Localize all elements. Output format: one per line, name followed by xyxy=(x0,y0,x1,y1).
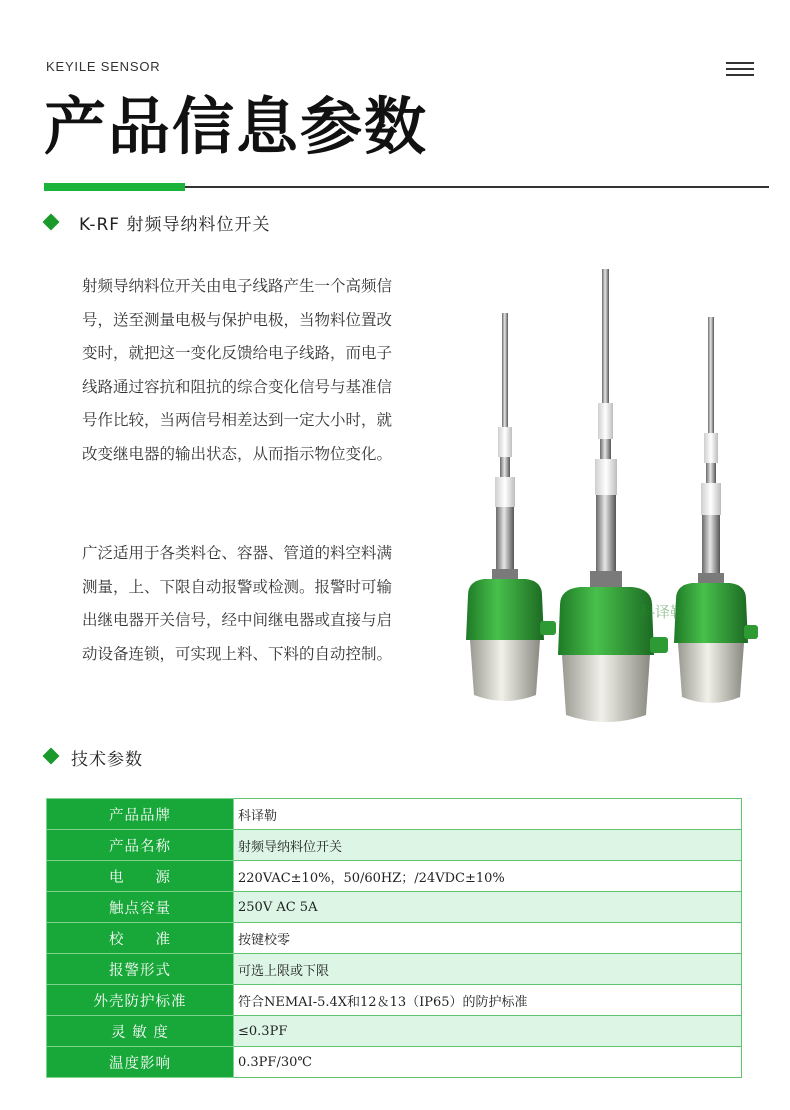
product-description: 射频导纳料位开关由电子线路产生一个高频信号，送至测量电极与保护电极，当物料位置改变时，就把这一变化反馈给电子线路，而电子线路通过容抗和阻抗的综合变化信号与基准信号作比较，当两信号相差达到一定大小时，就改变继电器的输出状态，从而指示物位变化。 xyxy=(82,277,393,463)
spec-value: 0.3PF/30℃ xyxy=(234,1047,742,1078)
sensor-right xyxy=(674,317,758,703)
spec-value: 按键校零 xyxy=(234,923,742,954)
table-row xyxy=(47,923,742,954)
table-row xyxy=(47,1016,742,1047)
table-row xyxy=(47,954,742,985)
spec-key: 产品品牌 xyxy=(47,799,234,830)
page-title: 产品信息参数 xyxy=(44,90,429,163)
spec-value: 射频导纳料位开关 xyxy=(234,830,742,861)
spec-value: 250V AC 5A xyxy=(234,892,742,923)
spec-key: 校 准 xyxy=(47,923,234,954)
table-row xyxy=(47,830,742,861)
table-row xyxy=(47,985,742,1016)
spec-key: 电 源 xyxy=(47,861,234,892)
sensor-left xyxy=(466,313,556,701)
hamburger-menu-icon[interactable] xyxy=(726,62,754,76)
spec-value: 科译勒 xyxy=(234,799,742,830)
sensor-middle xyxy=(558,269,668,722)
table-row xyxy=(47,892,742,923)
diamond-bullet-icon xyxy=(43,214,60,231)
table-row xyxy=(47,861,742,892)
spec-key: 触点容量 xyxy=(47,892,234,923)
brand-name: KEYILE SENSOR xyxy=(46,59,161,74)
spec-key: 报警形式 xyxy=(47,954,234,985)
table-row xyxy=(47,1047,742,1078)
photo-watermark: 科译勒 xyxy=(640,603,686,621)
spec-key: 灵 敏 度 xyxy=(47,1016,234,1047)
table-row xyxy=(47,799,742,830)
spec-key: 温度影响 xyxy=(47,1047,234,1078)
spec-key: 外壳防护标准 xyxy=(47,985,234,1016)
spec-value: ≤0.3PF xyxy=(234,1016,742,1047)
spec-value: 220VAC±10%，50/60HZ；/24VDC±10% xyxy=(234,861,742,892)
spec-key: 产品名称 xyxy=(47,830,234,861)
product-photo xyxy=(440,255,780,740)
product-section-title: K-RF 射频导纳料位开关 xyxy=(79,215,271,235)
title-accent-bar xyxy=(44,183,185,191)
spec-value: 可选上限或下限 xyxy=(234,954,742,985)
product-application: 广泛适用于各类料仓、容器、管道的料空料满测量，上、下限自动报警或检测。报警时可输出继电器开关信号，经中间继电器或直接与启动设备连锁，可实现上料、下料的自动控制。 xyxy=(82,544,393,663)
specs-table xyxy=(46,798,742,1078)
spec-value: 符合NEMAI-5.4X和12＆13（IP65）的防护标准 xyxy=(234,985,742,1016)
specs-section-title: 技术参数 xyxy=(71,750,143,770)
diamond-bullet-icon xyxy=(43,748,60,765)
